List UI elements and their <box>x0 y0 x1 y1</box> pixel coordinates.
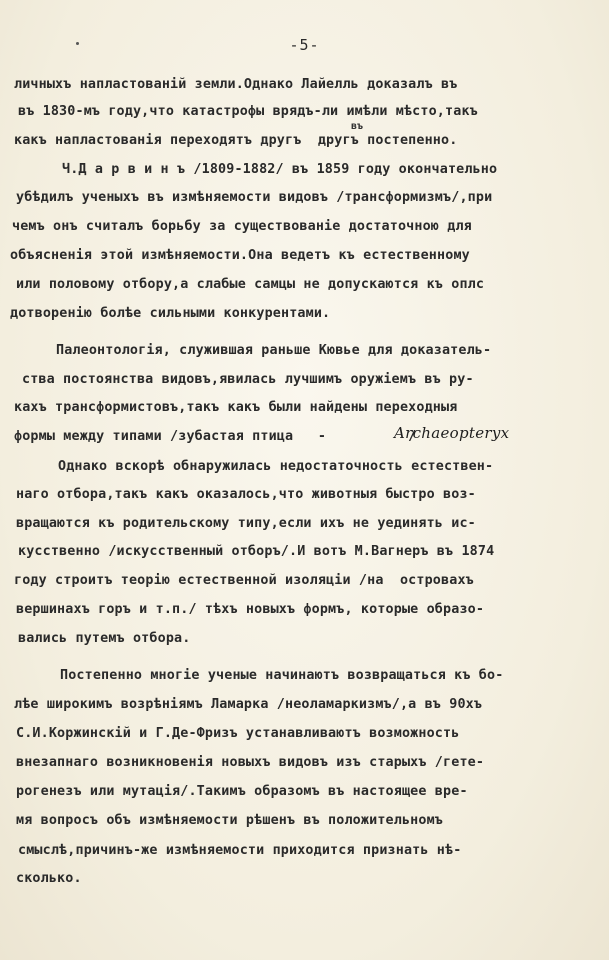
text-line: рогенезъ или мутація/.Такимъ образомъ въ настоящее вре- <box>16 784 468 799</box>
text-line: Однако вскорѣ обнаружилась недостаточность естествен- <box>58 459 494 474</box>
insertion-note: въ <box>351 121 364 132</box>
text-line: въ 1830-мъ году,что катастрофы врядъ-ли имѣли мѣсто,такъ <box>18 104 478 119</box>
text-line: убѣдилъ ученыхъ въ измѣняемости видовъ /трансформизмъ/,при <box>16 190 493 205</box>
text-line: ства постоянства видовъ,явилась лучшимъ оружіемъ въ ру- <box>22 372 474 387</box>
text-line: наго отбора,такъ какъ оказалось,что животныя быстро воз- <box>16 487 476 502</box>
text-line: кахъ трансформистовъ,такъ какъ были найдены переходныя <box>14 400 458 415</box>
text-line: формы между типами /зубастая птица - / <box>14 429 417 444</box>
text-line: или половому отбору,а слабые самцы не допускаются къ оплс <box>16 277 485 292</box>
text-line: вращаются къ родительскому типу,если ихъ не уединять ис- <box>16 516 476 531</box>
text-line: году строитъ теорію естественной изоляціи /на островахъ <box>14 573 474 588</box>
text-line: Ч.Д а р в и н ъ /1809-1882/ въ 1859 году окончательно <box>62 162 498 177</box>
text-line: личныхъ напластованій земли.Однако Лайелль доказалъ въ <box>14 77 458 92</box>
text-line: лѣе широкимъ возрѣніямъ Ламарка /неоламаркизмъ/,а въ 90хъ <box>14 697 483 712</box>
text-line: сколько. <box>16 871 82 886</box>
handwritten-annotation: Archaeopteryx <box>394 424 510 442</box>
text-line: какъ напластованія переходятъ другъ другъ постепенно. <box>14 133 458 148</box>
text-line: внезапнаго возникновенія новыхъ видовъ изъ старыхъ /гете- <box>16 755 485 770</box>
text-line: Постепенно многіе ученые начинаютъ возвращаться къ бо- <box>60 668 504 683</box>
text-line: кусственно /искусственный отборъ/.И вотъ М.Вагнеръ въ 1874 <box>18 544 495 559</box>
text-line: чемъ онъ считалъ борьбу за существованіе достаточною для <box>12 219 472 234</box>
text-line: С.И.Коржинскій и Г.Де-Фризъ устанавливаютъ возможность <box>16 726 460 741</box>
text-line: вались путемъ отбора. <box>18 631 191 646</box>
text-line: объясненія этой измѣняемости.Она ведетъ къ естественному <box>10 248 470 263</box>
page-number: -5- <box>289 36 320 54</box>
text-line: дотворенію болѣе сильными конкурентами. <box>10 306 331 321</box>
text-line: смыслѣ,причинъ-же измѣняемости приходится признать нѣ- <box>18 843 462 858</box>
text-line: вершинахъ горъ и т.п./ тѣхъ новыхъ формъ, которые образо- <box>16 602 485 617</box>
text-line: мя вопросъ объ измѣняемости рѣшенъ въ положительномъ <box>16 813 444 828</box>
text-line: Палеонтологія, служившая раньше Кювье для доказатель- <box>56 343 492 358</box>
